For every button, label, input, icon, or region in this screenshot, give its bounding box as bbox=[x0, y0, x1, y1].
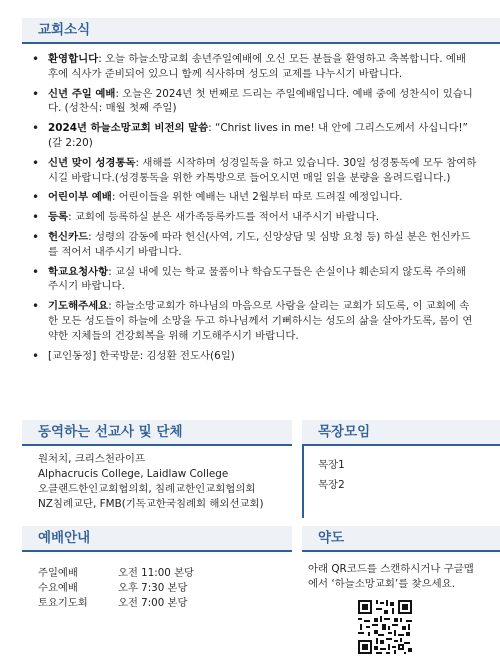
worship-row bbox=[38, 581, 194, 596]
worship-row bbox=[38, 566, 194, 581]
announcement-heading: 환영합니다 bbox=[48, 53, 99, 65]
map-title: 약도 bbox=[318, 530, 345, 546]
announcement-item bbox=[30, 299, 478, 343]
worship-row bbox=[38, 596, 194, 611]
worship-header bbox=[22, 526, 292, 550]
announcements-header bbox=[22, 18, 500, 42]
map-rule bbox=[302, 550, 500, 552]
worship-name: 주일예배 bbox=[38, 567, 78, 579]
announcement-heading: 기도해주세요 bbox=[48, 300, 109, 313]
map-directions bbox=[308, 562, 498, 592]
worship-time: 오전 11:00 본당 bbox=[118, 567, 195, 579]
pastoral-item: 목장2 bbox=[318, 479, 345, 491]
worship-name: 수요예배 bbox=[38, 582, 78, 594]
missionaries-rule bbox=[22, 444, 292, 446]
announcement-item bbox=[30, 230, 478, 260]
announcement-text: : 새해를 시작하며 성경일독을 하고 있습니다. 30일 성경통독에 모두 참여하시길 바랍니다.(성경통독을 위한 카톡방으로 들어오시면 매일 읽을 분량을 올려드립니다.) bbox=[48, 156, 477, 184]
announcements-list bbox=[30, 52, 478, 368]
announcement-heading: 헌신카드 bbox=[48, 230, 89, 243]
announcement-text: : 오늘 하늘소망교회 송년주일예배에 오신 모든 분들을 환영하고 축복합니다. 예배 후에 식사가 준비되어 있으니 함께 식사하며 성도의 교제를 나누시기 바랍니다. bbox=[48, 53, 466, 80]
announcement-heading: 학교요청사항 bbox=[48, 265, 109, 278]
worship-time: 오후 7:30 본당 bbox=[118, 582, 188, 594]
pastoral-rule bbox=[302, 444, 500, 446]
announcement-text: : 하늘소망교회가 하나님의 마음으로 사람을 살리는 교회가 되도록, 이 교회에 속한 모든 성도들이 하늘에 소망을 두고 하나님께서 기뻐하시는 성도의 삶을 살아가도록, 몸이 연약한 지체들의 건강회복을 위해 기도해주시기 바랍니다. bbox=[48, 300, 473, 342]
announcement-text: : 교회에 등록하실 분은 새가족등록카드를 적어서 내주시기 바랍니다. bbox=[68, 211, 380, 224]
worship-rule bbox=[22, 550, 292, 552]
worship-schedule bbox=[38, 566, 194, 611]
announcement-item bbox=[30, 210, 478, 225]
announcement-text: : 오늘은 2024년 첫 번째로 드리는 주일예배입니다. 예배 중에 성찬식이 있습니다. (성찬식: 매월 첫째 주일) bbox=[48, 87, 473, 115]
worship-time: 오전 7:00 본당 bbox=[118, 597, 188, 609]
announcement-item bbox=[30, 52, 478, 82]
announcement-item bbox=[30, 121, 478, 151]
pastoral-header bbox=[302, 420, 500, 444]
missionary-line: Alphacrucis College, Laidlaw College bbox=[38, 468, 229, 480]
announcement-text: : 성령의 감동에 따라 헌신(사역, 기도, 신앙상담 및 심방 요청 등) 하실 분은 헌신카드를 적어서 내주시기 바랍니다. bbox=[48, 230, 471, 258]
announcements-title: 교회소식 bbox=[38, 22, 91, 38]
worship-title: 예배안내 bbox=[38, 530, 91, 546]
announcement-item bbox=[30, 156, 478, 186]
missionaries-list bbox=[38, 452, 300, 512]
worship-name: 토요기도회 bbox=[38, 597, 88, 609]
qr-code[interactable] bbox=[356, 598, 414, 656]
announcement-text: : 어린이들을 위한 예배는 내년 2월부터 따로 드려질 예정입니다. bbox=[111, 191, 403, 204]
pastoral-list bbox=[318, 458, 345, 493]
announcement-item bbox=[30, 265, 478, 295]
announcement-text: [교인동정] 한국방문: 김성환 전도사(6일) bbox=[48, 349, 235, 362]
map-line-1: 아래 QR코드를 스캔하시거나 구글맵 bbox=[308, 563, 474, 575]
announcement-heading: 신년 맞이 성경통독 bbox=[48, 156, 136, 169]
announcement-item bbox=[30, 190, 478, 205]
missionaries-header bbox=[22, 420, 292, 444]
announcement-text: : 교실 내에 있는 학교 물품이나 학습도구들은 손실이나 훼손되지 않도록 주의해 주시기 바랍니다. bbox=[48, 265, 466, 293]
pastoral-item: 목장1 bbox=[318, 459, 345, 471]
map-header bbox=[302, 526, 500, 550]
missionary-line: 원처치, 크리스천라이프 bbox=[38, 453, 145, 465]
map-line-2: 에서 ‘하늘소망교회’를 찾으세요. bbox=[308, 578, 455, 590]
announcement-item bbox=[30, 87, 478, 117]
pastoral-divider bbox=[302, 444, 304, 518]
announcement-heading: 신년 주일 예배 bbox=[48, 87, 116, 100]
announcement-heading: 어린이부 예배 bbox=[48, 191, 112, 204]
missionary-line: NZ침례교단, FMB(기독교한국침례회 해외선교회) bbox=[38, 498, 264, 510]
announcement-heading: 2024년 하늘소망교회 비전의 말씀 bbox=[48, 122, 209, 135]
announcement-heading: 등록 bbox=[48, 211, 69, 224]
announcement-text: : “Christ lives in me! 내 안에 그리스도께서 사십니다!” (갈 2:20) bbox=[48, 122, 468, 149]
announcements-rule bbox=[22, 42, 500, 44]
missionary-line: 오클랜드한인교회협의회, 침례교한인교회협의회 bbox=[38, 483, 256, 495]
missionaries-title: 동역하는 선교사 및 단체 bbox=[38, 424, 183, 440]
announcement-item bbox=[30, 349, 478, 364]
pastoral-title: 목장모임 bbox=[318, 424, 371, 440]
